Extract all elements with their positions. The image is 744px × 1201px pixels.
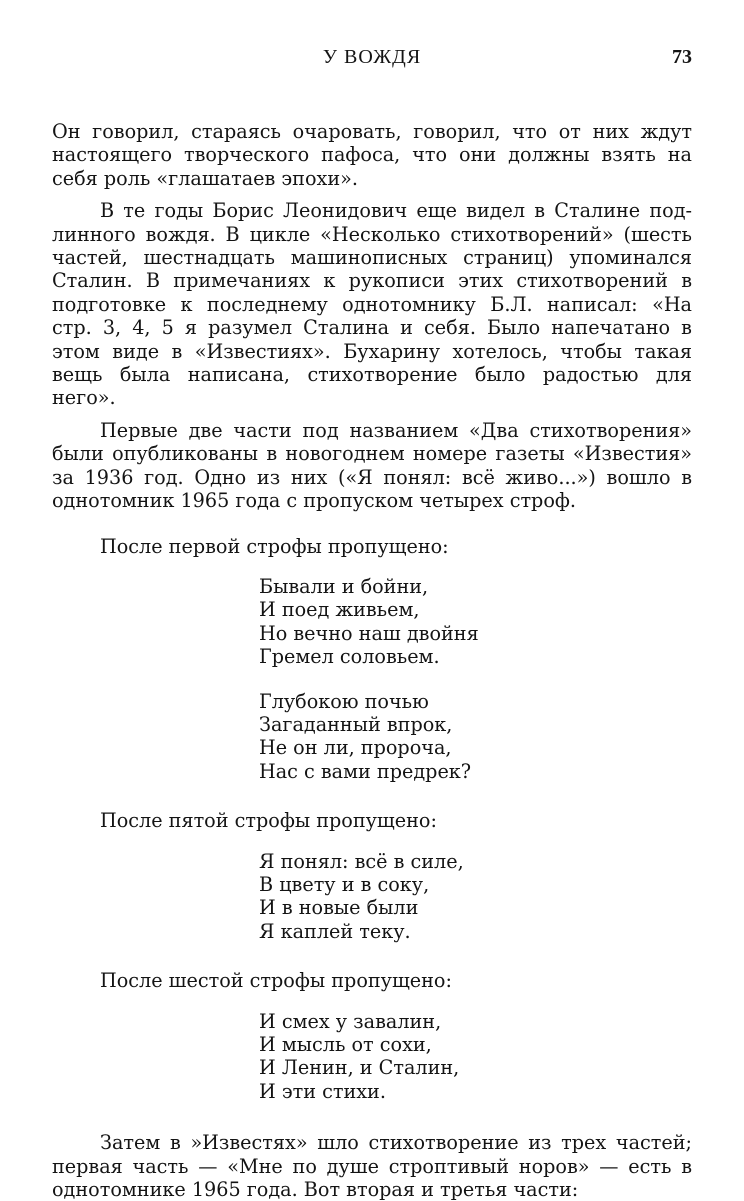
running-head: У ВОЖДЯ bbox=[322, 46, 422, 68]
verse-line: И Ленин, и Сталин, bbox=[259, 1056, 460, 1080]
verse-line: Нас с вами предрек? bbox=[259, 759, 472, 783]
page-header bbox=[52, 46, 692, 72]
page-body bbox=[52, 120, 692, 1201]
omission-intro-2: После пятой строфы пропущено: bbox=[100, 809, 437, 833]
text-line: себя роль «глашатаев эпохи». bbox=[52, 166, 358, 190]
text-line: частей, шестнадцать машинописных страниц) упоминался bbox=[52, 246, 692, 270]
verse-line: Я понял: всё в силе, bbox=[259, 849, 464, 873]
poem-stanza bbox=[259, 690, 692, 784]
verse-line: Но вечно наш двойня bbox=[259, 621, 479, 645]
text-line: были опубликованы в новогоднем номере газеты «Известия» bbox=[52, 442, 692, 466]
paragraph-1 bbox=[52, 120, 692, 190]
text-line: него». bbox=[52, 386, 116, 410]
text-line: Сталин. В примечаниях к рукописи этих стихотворений в bbox=[52, 269, 692, 293]
verse-line: И смех у завалин, bbox=[259, 1009, 442, 1033]
omission-intro-3: После шестой строфы пропущено: bbox=[100, 969, 452, 993]
closing-paragraph bbox=[52, 1131, 692, 1201]
text-line: линного вождя. В цикле «Несколько стихотворений» (шесть bbox=[52, 222, 692, 246]
poem-stanza bbox=[259, 1010, 692, 1104]
text-line: Он говорил, стараясь очаровать, говорил, что от них ждут bbox=[52, 120, 692, 143]
text-line: первая часть — «Мне по душе строптивый норов» — есть в bbox=[52, 1154, 692, 1178]
verse-line: Бывали и бойни, bbox=[259, 574, 429, 598]
text-line: подготовке к последнему однотомнику Б.Л. написал: «На bbox=[52, 292, 692, 316]
text-line: стр. 3, 4, 5 я разумел Сталина и себя. Было напечатано в bbox=[52, 316, 692, 340]
verse-line: И мысль от сохи, bbox=[259, 1033, 432, 1056]
text-line: вещь была написана, стихотворение было радостью для bbox=[52, 363, 692, 387]
omission-intro-1: После первой строфы пропущено: bbox=[100, 534, 449, 558]
paragraph-3 bbox=[52, 419, 692, 513]
verse-line: В цвету и в соку, bbox=[259, 872, 430, 896]
paragraph-2 bbox=[52, 199, 692, 410]
verse-line: И эти стихи. bbox=[259, 1079, 386, 1103]
text-line: за 1936 год. Одно из них («Я понял: всё живо...») вошло в bbox=[52, 465, 692, 489]
page-number: 73 bbox=[672, 46, 692, 68]
poem-stanza bbox=[259, 575, 692, 669]
verse-line: И в новые были bbox=[259, 896, 419, 920]
verse-line: Не он ли, пророча, bbox=[259, 736, 452, 760]
text-line: Затем в »Известях» шло стихотворение из трех частей; bbox=[100, 1131, 692, 1155]
verse-line: Загаданный впрок, bbox=[259, 712, 453, 736]
poem-stanza bbox=[259, 850, 692, 944]
verse-line: Глубокою почью bbox=[259, 689, 429, 713]
verse-line: Я каплей теку. bbox=[259, 919, 411, 943]
verse-line: Гремел соловьем. bbox=[259, 645, 440, 669]
text-line: Первые две части под названием «Два стихотворения» bbox=[100, 418, 692, 442]
verse-line: И поед живьем, bbox=[259, 598, 420, 622]
text-line: В те годы Борис Леонидович еще видел в Сталине под- bbox=[100, 199, 692, 223]
text-line: однотомнике 1965 года. Вот вторая и третья части: bbox=[52, 1178, 579, 1201]
text-line: этом виде в «Известиях». Бухарину хотелось, чтобы такая bbox=[52, 339, 692, 363]
text-line: однотомник 1965 года с пропуском четырех строф. bbox=[52, 489, 577, 513]
text-line: настоящего творческого пафоса, что они должны взять на bbox=[52, 143, 692, 167]
